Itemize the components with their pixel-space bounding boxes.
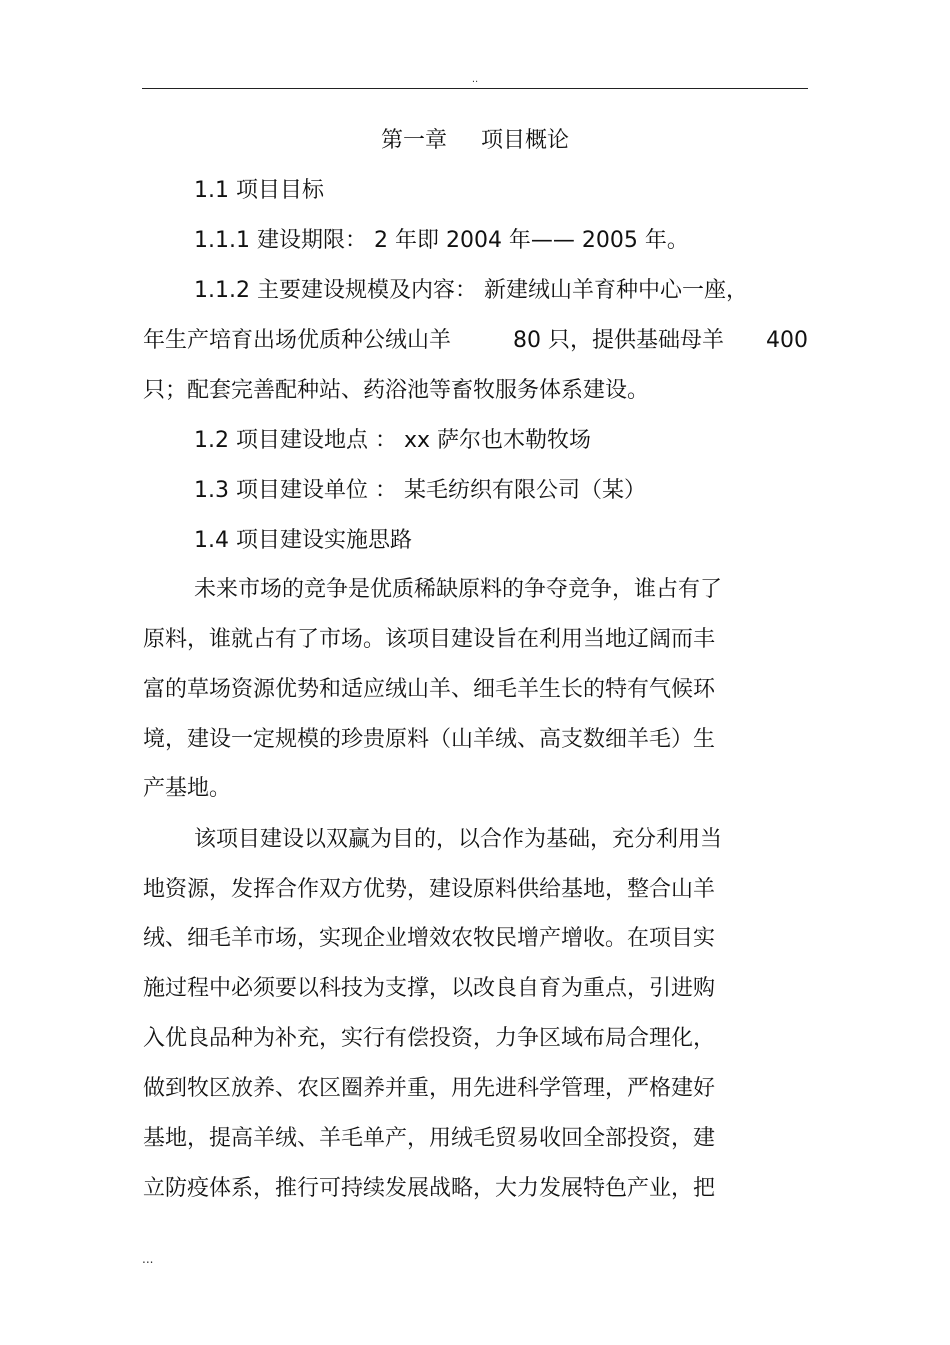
paragraph-2-line-1: 该项目建设以双赢为目的，以合作为基础，充分利用当 [194, 827, 723, 852]
scale-line-part-a: 年生产培育出场优质种公绒山羊 [143, 328, 452, 353]
chapter-number: 第一章 [380, 128, 447, 153]
scale-line [143, 326, 808, 356]
scale-line-part-b: 80 只，提供基础母羊 [513, 328, 724, 353]
paragraph-2-line-6: 做到牧区放养、农区圈养并重，用先进科学管理，严格建好 [143, 1076, 716, 1101]
paragraph-2-line-8: 立防疫体系，推行可持续发展战略，大力发展特色产业，把 [143, 1176, 716, 1201]
chapter-title [0, 126, 950, 156]
section-1-3: 1.3 项目建设单位 ： 某毛纺织有限公司（某） [194, 478, 646, 503]
page-header-mark: .. [471, 74, 479, 85]
paragraph-1-line-2: 原料，谁就占有了市场。该项目建设旨在利用当地辽阔而丰 [143, 627, 716, 652]
section-1-1: 1.1 项目目标 [194, 178, 324, 203]
paragraph-2-line-2: 地资源，发挥合作双方优势，建设原料供给基地，整合山羊 [143, 877, 716, 902]
paragraph-1-line-4: 境，建设一定规模的珍贵原料（山羊绒、高支数细羊毛）生 [143, 727, 716, 752]
section-1-2: 1.2 项目建设地点 ： xx 萨尔也木勒牧场 [194, 428, 592, 453]
page-footer-mark: ... [142, 1252, 154, 1266]
paragraph-2-line-7: 基地，提高羊绒、羊毛单产，用绒毛贸易收回全部投资，建 [143, 1126, 716, 1151]
paragraph-2-line-5: 入优良品种为补充，实行有偿投资，力争区域布局合理化， [143, 1026, 716, 1051]
paragraph-2-line-3: 绒、细毛羊市场，实现企业增效农牧民增产增收。在项目实 [143, 926, 716, 951]
paragraph-1-line-1: 未来市场的竞争是优质稀缺原料的争夺竞争，谁占有了 [194, 577, 723, 602]
paragraph-1-line-3: 富的草场资源优势和适应绒山羊、细毛羊生长的特有气候环 [143, 677, 716, 702]
scale-line-part-c: 400 [766, 328, 808, 353]
section-1-4: 1.4 项目建设实施思路 [194, 528, 412, 553]
scale-line-continued: 只；配套完善配种站、药浴池等畜牧服务体系建设。 [143, 378, 650, 403]
header-rule [142, 88, 808, 89]
chapter-name: 项目概论 [481, 128, 570, 153]
paragraph-1-line-5: 产基地。 [143, 776, 232, 801]
section-1-1-1: 1.1.1 建设期限： 2 年即 2004 年—— 2005 年。 [194, 228, 689, 253]
paragraph-2-line-4: 施过程中必须要以科技为支撑，以改良自育为重点，引进购 [143, 976, 716, 1001]
section-1-1-2: 1.1.2 主要建设规模及内容： 新建绒山羊育种中心一座， [194, 278, 748, 303]
